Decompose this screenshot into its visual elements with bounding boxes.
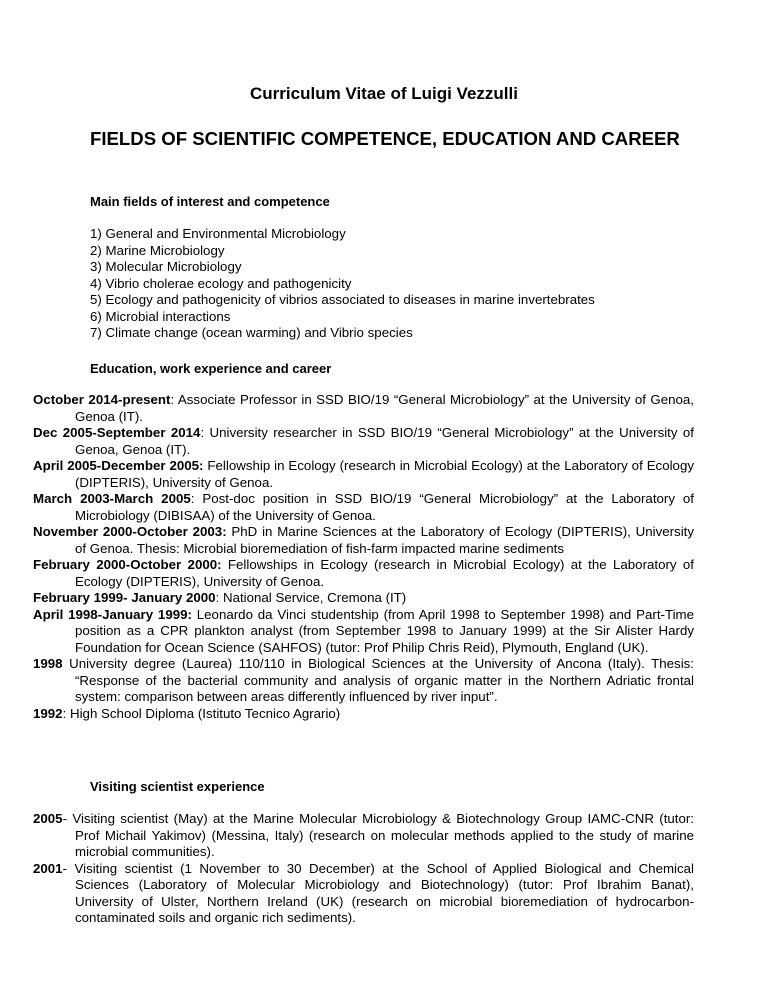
career-heading: Education, work experience and career <box>90 361 332 376</box>
career-entry <box>33 491 694 524</box>
career-entry <box>33 706 694 723</box>
visiting-heading: Visiting scientist experience <box>90 779 265 794</box>
entry-date: March 2003-March 2005 <box>33 491 191 506</box>
career-entry <box>33 607 694 657</box>
career-entry <box>33 524 694 557</box>
entry-text: - Visiting scientist (1 November to 30 December) at the School of Applied Biological and Chemical Sciences (Laboratory of Molecular Microbiology and Biotechnology) (tutor: Prof Ibrahim Banat), University of Ulster, Northern Ireland (UK) (research on microbial bioremediation of hydrocarbon-contaminated soils and organic rich sediments). <box>62 860 694 925</box>
career-entry <box>33 590 694 607</box>
interests-heading: Main fields of interest and competence <box>90 194 330 209</box>
career-entry <box>33 392 694 425</box>
list-item: 2) Marine Microbiology <box>90 242 225 258</box>
entry-text: Fellowships in Ecology (research in Microbial Ecology) at the Laboratory of Ecology (DIPTERIS), University of Genoa. <box>75 557 694 589</box>
visiting-list <box>33 811 694 927</box>
career-entry <box>33 425 694 458</box>
entry-separator: : <box>200 425 205 440</box>
entry-separator: : <box>215 590 220 605</box>
list-item: 5) Ecology and pathogenicity of vibrios associated to diseases in marine invertebrates <box>90 292 595 307</box>
career-list <box>33 392 694 722</box>
entry-text: High School Diploma (Istituto Tecnico Agrario) <box>66 705 341 721</box>
entry-text: Associate Professor in SSD BIO/19 “General Microbiology” at the University of Genoa, Genoa (IT). <box>75 392 694 424</box>
entry-date: November 2000-October 2003: <box>33 524 227 539</box>
document-title: Curriculum Vitae of Luigi Vezzulli <box>250 84 518 103</box>
entry-separator: : <box>62 705 67 721</box>
career-entry <box>33 557 694 590</box>
section-title: FIELDS OF SCIENTIFIC COMPETENCE, EDUCATION AND CAREER <box>90 128 680 149</box>
entry-text: PhD in Marine Sciences at the Laboratory of Ecology (DIPTERIS), University of Genoa. Thesis: Microbial bioremediation of fish-farm impacted marine sediments <box>75 524 694 556</box>
list-item: 4) Vibrio cholerae ecology and pathogenicity <box>90 275 352 291</box>
entry-date: February 2000-October 2000: <box>33 557 222 572</box>
list-item: 3) Molecular Microbiology <box>90 259 242 274</box>
entry-text: National Service, Cremona (IT) <box>219 590 407 605</box>
entry-date: October 2014-present <box>33 392 171 407</box>
entry-separator: : <box>170 392 175 407</box>
interests-list <box>90 226 595 342</box>
entry-date: 2001 <box>33 860 63 876</box>
list-item: 1) General and Environmental Microbiology <box>90 226 346 241</box>
entry-date: 1992 <box>33 705 63 721</box>
entry-text: University researcher in SSD BIO/19 “General Microbiology” at the University of Genoa, Genoa (IT). <box>75 425 694 457</box>
visiting-entry <box>33 811 694 861</box>
list-item: 6) Microbial interactions <box>90 308 231 324</box>
entry-date: April 2005-December 2005: <box>33 458 204 473</box>
entry-text: Fellowship in Ecology (research in Microbial Ecology) at the Laboratory of Ecology (DIPTERIS), University of Genoa. <box>75 458 694 490</box>
entry-date: April 1998-January 1999: <box>33 606 192 622</box>
entry-text: University degree (Laurea) 110/110 in Biological Sciences at the University of Ancona (Italy). Thesis: “Response of the bacterial community and analysis of organic matter in the Northern Adriatic frontal system: comparison between areas differently influenced by river input”. <box>62 656 694 704</box>
entry-text: - Visiting scientist (May) at the Marine Molecular Microbiology & Biotechnology Group IAMC-CNR (tutor: Prof Michail Yakimov) (Messina, Italy) (research on molecular methods applied to the study of marine microbial communities). <box>62 811 694 859</box>
career-entry <box>33 656 694 706</box>
entry-date: February 1999- January 2000 <box>33 590 216 605</box>
entry-date: Dec 2005-September 2014 <box>33 425 201 440</box>
list-item: 7) Climate change (ocean warming) and Vibrio species <box>90 325 413 340</box>
entry-date: 1998 <box>33 656 63 671</box>
career-entry <box>33 458 694 491</box>
entry-separator: : <box>190 491 195 506</box>
entry-date: 2005 <box>33 811 63 826</box>
visiting-entry <box>33 861 694 927</box>
entry-text: Post-doc position in SSD BIO/19 “General Microbiology” at the Laboratory of Microbiology (DIBISAA) of the University of Genoa. <box>75 491 694 523</box>
entry-text: Leonardo da Vinci studentship (from April 1998 to September 1998) and Part-Time position as a CPR plankton analyst (from September 1998 to January 1999) at the Sir Alister Hardy Foundation for Ocean Science (SAHFOS) (tutor: Prof Philip Chris Reid), Plymouth, England (UK). <box>75 606 694 655</box>
